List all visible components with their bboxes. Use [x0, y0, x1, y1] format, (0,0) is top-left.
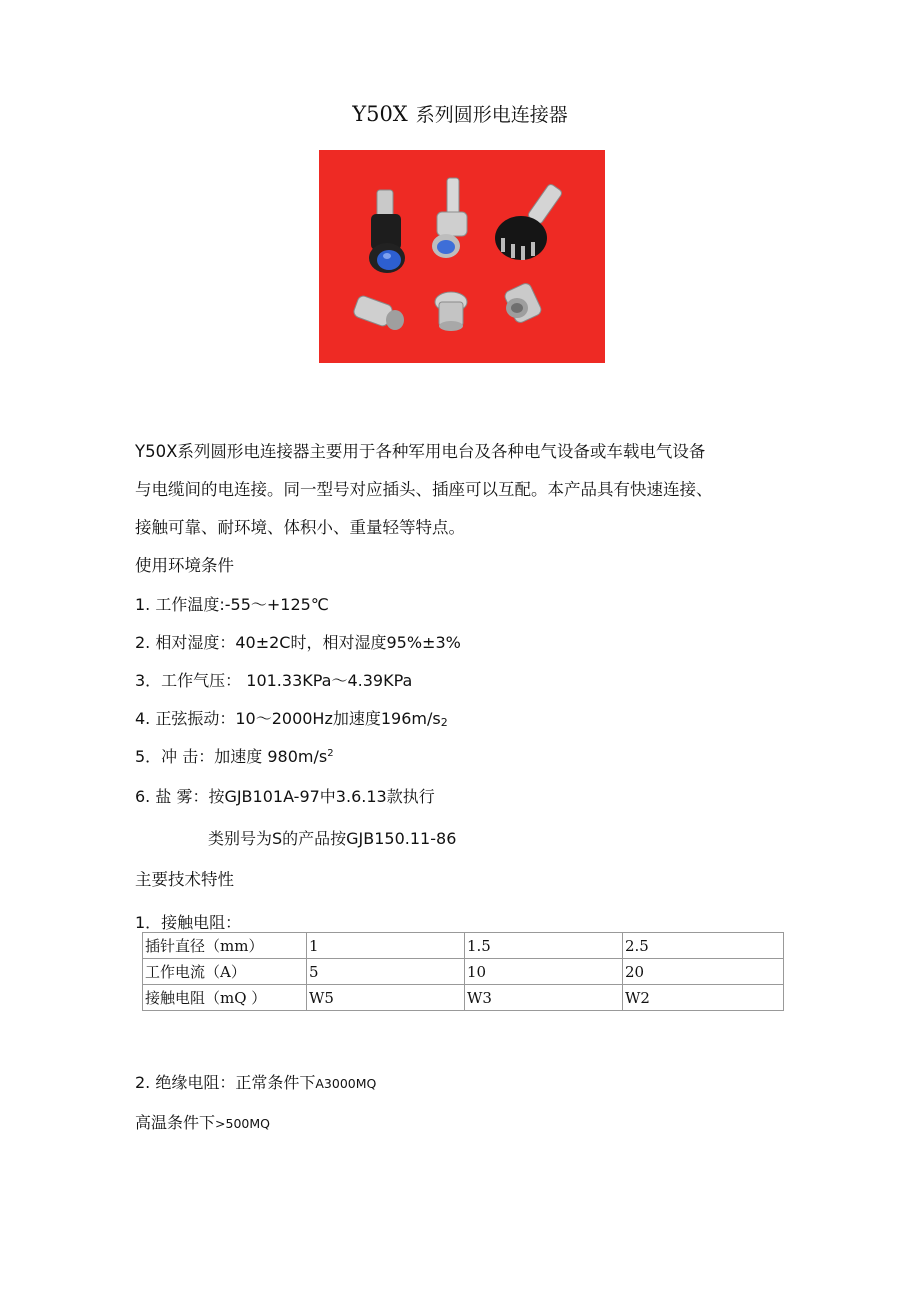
table-cell: 10: [465, 959, 623, 985]
intro-line-1: Y50X系列圆形电连接器主要用于各种军用电台及各种电气设备或车载电气设备: [135, 442, 706, 461]
title-code: Y50X: [352, 102, 408, 126]
insulation-normal: [135, 1070, 376, 1093]
table-cell: 1.5: [465, 933, 623, 959]
env-heading: 使用环境条件: [135, 556, 234, 575]
high-temp-value: >500MQ: [215, 1116, 270, 1131]
env-note: 类别号为S的产品按GJB150.11-86: [208, 829, 457, 848]
intro-line-3: 接触可靠、耐环境、体积小、重量轻等特点。: [135, 518, 465, 537]
env-item-3: 3．工作气压： 101.33KPa～4.39KPa: [135, 671, 413, 690]
env-item-1: 1. 工作温度:-55～+125℃: [135, 595, 329, 614]
env-item-6: 6. 盐 雾：按GJB101A-97中3.6.13款执行: [135, 787, 435, 806]
table-cell: 1: [307, 933, 465, 959]
high-temp-label: 高温条件下: [135, 1113, 216, 1132]
table-row: [143, 985, 784, 1011]
connector-photo-icon: [319, 150, 605, 363]
resistance-title: 1．接触电阻：: [135, 913, 242, 932]
table-row: [143, 959, 784, 985]
env-item-5: [135, 744, 334, 767]
env-item-5-suffix: 2: [327, 748, 334, 759]
table-cell: 插针直径（mm）: [143, 933, 307, 959]
table-cell: 工作电流（A）: [143, 959, 307, 985]
table-cell: 接触电阻（mQ ）: [143, 985, 307, 1011]
table-cell: 2.5: [623, 933, 784, 959]
table-cell: 5: [307, 959, 465, 985]
env-item-5-main: 5．冲 击：加速度 980m/s: [135, 747, 328, 766]
table-cell: W5: [307, 985, 465, 1011]
tech-heading: 主要技术特性: [135, 870, 234, 889]
insulation-label: 2. 绝缘电阻：正常条件下: [135, 1073, 316, 1092]
title-text: 系列圆形电连接器: [415, 104, 568, 126]
spec-table: [142, 932, 784, 1011]
page-title: [0, 100, 920, 127]
connector-5-icon: [435, 292, 467, 331]
insulation-high-temp: [135, 1110, 270, 1133]
table-row: [143, 933, 784, 959]
env-item-2: 2. 相对湿度：40±2C时，相对湿度95%±3%: [135, 633, 461, 652]
intro-line-2: 与电缆间的电连接。同一型号对应插头、插座可以互配。本产品具有快速连接、: [135, 480, 713, 499]
table-cell: W3: [465, 985, 623, 1011]
product-photo: [319, 150, 605, 363]
table-cell: W2: [623, 985, 784, 1011]
env-item-4-suffix: 2: [440, 716, 448, 729]
env-item-4: [135, 706, 448, 729]
table-cell: 20: [623, 959, 784, 985]
insulation-value: A3000MQ: [315, 1076, 377, 1091]
env-item-4-main: 4. 正弦振动：10～2000Hz加速度196m/s: [135, 709, 441, 728]
